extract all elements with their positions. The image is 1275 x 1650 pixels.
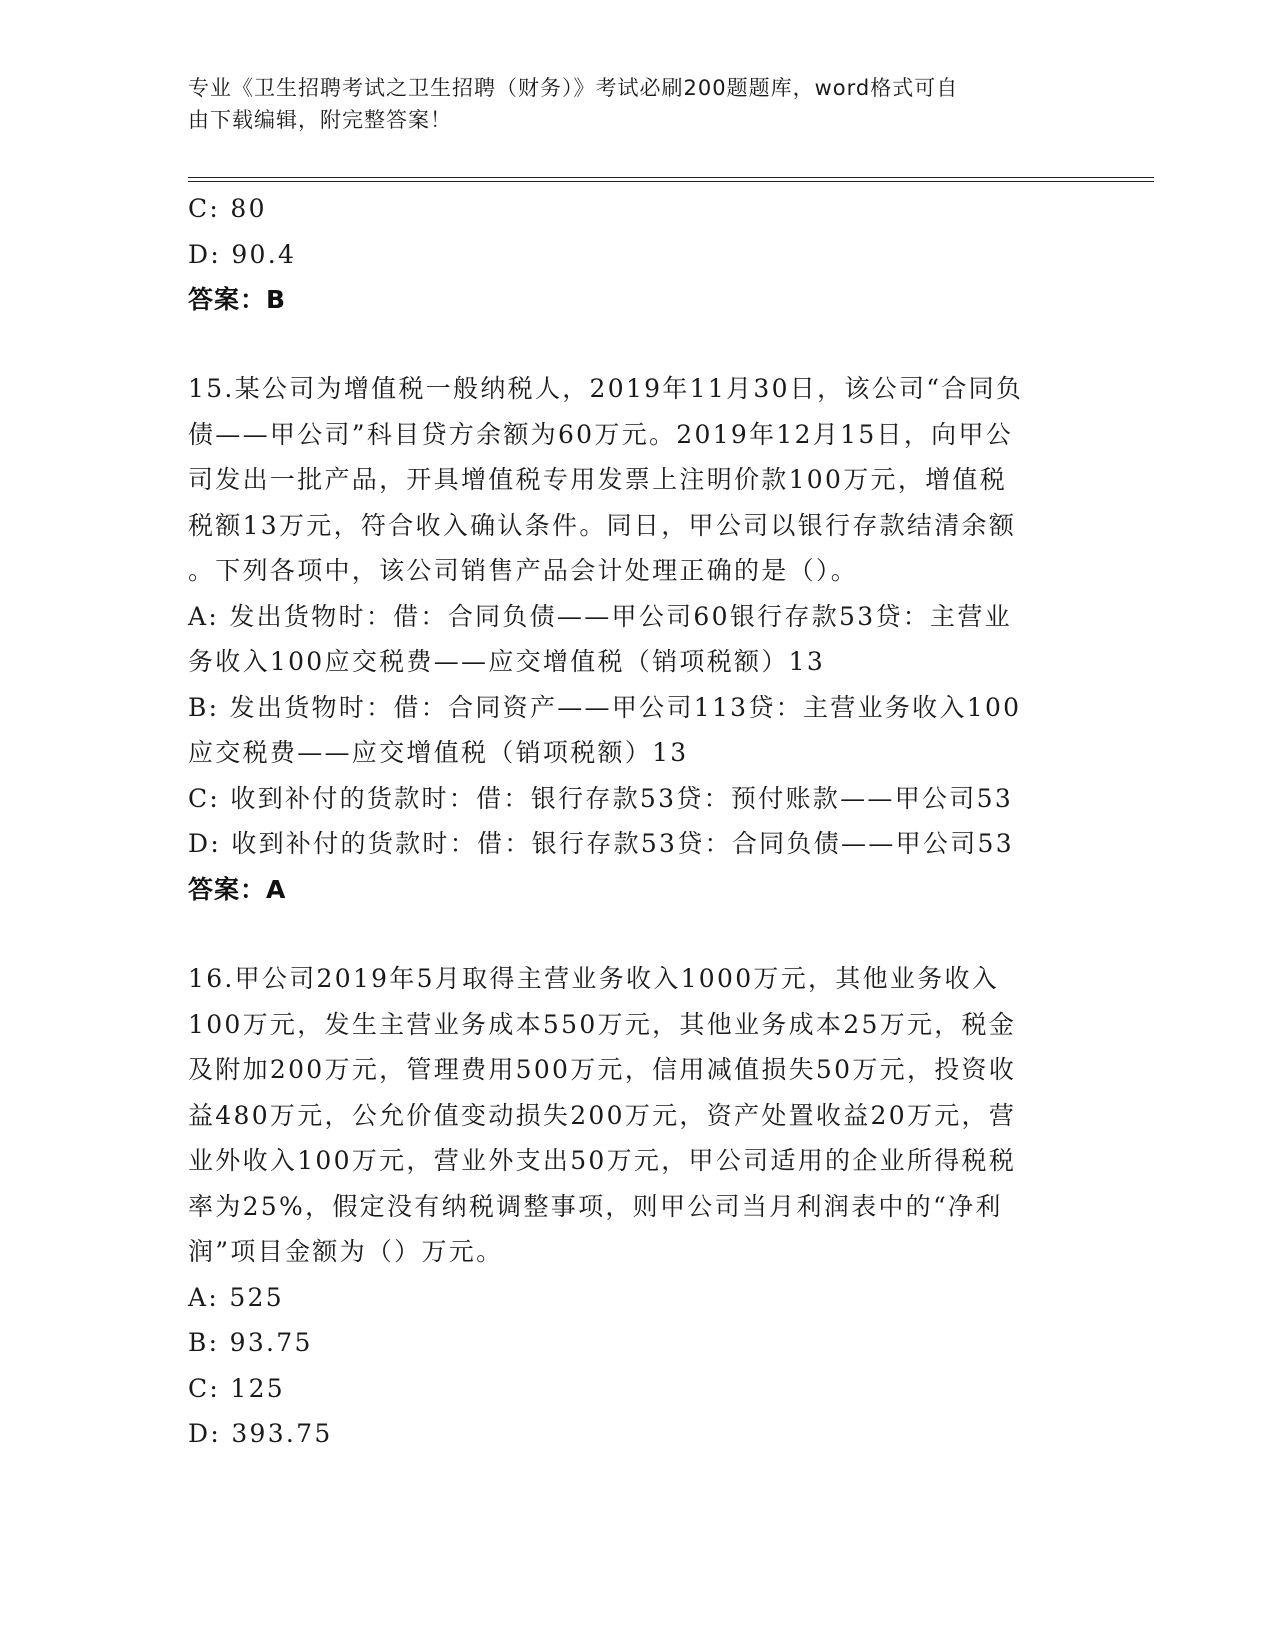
option-c: C: 125 — [188, 1373, 286, 1403]
header-divider-bottom — [188, 181, 1154, 182]
option-d: D: 收到补付的货款时：借：银行存款53贷：合同负债——甲公司53 — [188, 829, 1014, 858]
question-stem-line: 业外收入100万元，营业外支出50万元，甲公司适用的企业所得税税 — [188, 1146, 1017, 1175]
option-b-line: B: 发出货物时：借：合同资产——甲公司113贷：主营业务收入100 — [188, 692, 1022, 722]
option-c: C: 80 — [188, 194, 267, 223]
option-d: D: 393.75 — [188, 1419, 333, 1448]
option-d: D: 90.4 — [188, 239, 297, 269]
answer-label: 答案：A — [188, 874, 287, 904]
option-b-line: 应交税费——应交增值税（销项税额）13 — [188, 738, 689, 767]
option-a: A: 525 — [188, 1282, 284, 1312]
question-stem-line: 司发出一批产品，开具增值税专用发票上注明价款100万元，增值税 — [188, 465, 1008, 494]
question-stem-line: 率为25%，假定没有纳税调整事项，则甲公司当月利润表中的“净利 — [188, 1191, 1003, 1221]
option-a-line: 务收入100应交税费——应交增值税（销项税额）13 — [188, 647, 826, 676]
question-stem-line: 100万元，发生主营业务成本550万元，其他业务成本25万元，税金 — [188, 1009, 1017, 1039]
question-stem-line: 。下列各项中，该公司销售产品会计处理正确的是（）。 — [188, 556, 859, 585]
question-15 — [188, 366, 1088, 912]
header-line-2: 由下载编辑，附完整答案！ — [188, 108, 452, 132]
question-16 — [188, 956, 1088, 1457]
question-stem-line: 及附加200万元，管理费用500万元，信用减值损失50万元，投资收 — [188, 1055, 1017, 1084]
question-stem-line: 税额13万元，符合收入确认条件。同日，甲公司以银行存款结清余额 — [188, 510, 1017, 540]
question-stem-line: 益480万元，公允价值变动损失200万元，资产处置收益20万元，营 — [188, 1100, 1017, 1130]
question-stem-line: 债——甲公司”科目贷方余额为60万元。2019年12月15日，向甲公 — [188, 419, 1014, 449]
answer-label: 答案：B — [188, 285, 287, 314]
question-stem-line: 16.甲公司2019年5月取得主营业务收入1000万元，其他业务收入 — [188, 964, 1000, 993]
previous-question-tail — [188, 186, 1088, 323]
option-c: C: 收到补付的货款时：借：银行存款53贷：预付账款——甲公司53 — [188, 783, 1014, 813]
question-stem-line: 润”项目金额为（）万元。 — [188, 1237, 504, 1266]
header-line-1: 专业《卫生招聘考试之卫生招聘（财务）》考试必刷200题题库，word格式可自 — [188, 76, 959, 100]
question-stem-line: 15.某公司为增值税一般纳税人，2019年11月30日，该公司“合同负 — [188, 374, 1024, 403]
header-divider-top — [188, 177, 1154, 178]
option-b: B: 93.75 — [188, 1328, 313, 1357]
option-a-line: A: 发出货物时：借：合同负债——甲公司60银行存款53贷：主营业 — [188, 601, 1012, 631]
page-header — [188, 72, 1068, 136]
